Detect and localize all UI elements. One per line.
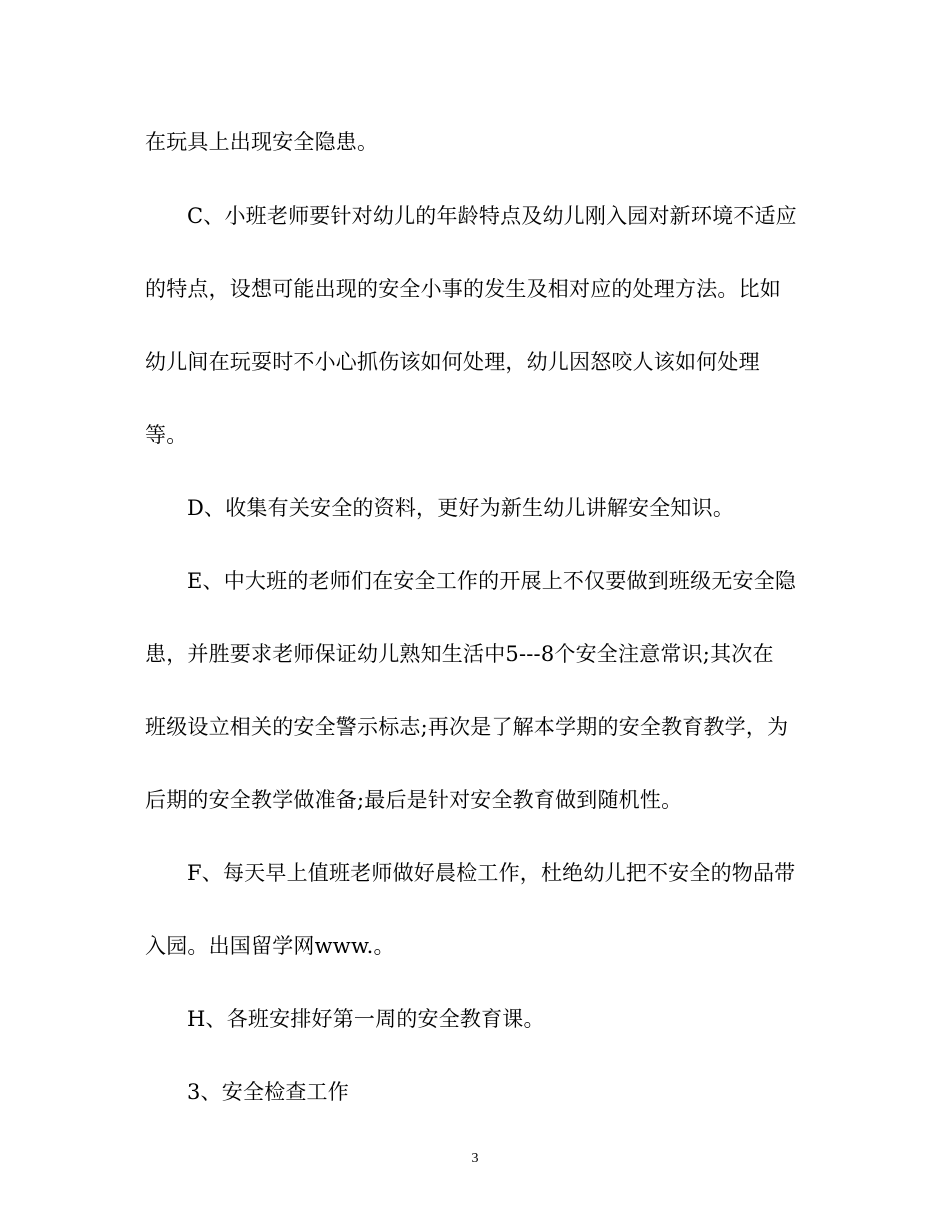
paragraph-line: 的特点，设想可能出现的安全小事的发生及相对应的处理方法。比如 <box>145 277 781 301</box>
paragraph-line: C、小班老师要针对幼儿的年龄特点及幼儿刚入园对新环境不适应 <box>187 204 797 228</box>
paragraph-line: E、中大班的老师们在安全工作的开展上不仅要做到班级无安全隐 <box>187 569 797 593</box>
paragraph-line: D、收集有关安全的资料，更好为新生幼儿讲解安全知识。 <box>187 496 735 520</box>
paragraph-line: F、每天早上值班老师做好晨检工作，杜绝幼儿把不安全的物品带 <box>187 861 796 885</box>
paragraph-line: 在玩具上出现安全隐患。 <box>145 130 379 154</box>
paragraph-line: H、各班安排好第一周的安全教育课。 <box>187 1007 545 1031</box>
paragraph-line: 班级设立相关的安全警示标志;再次是了解本学期的安全教育教学，为 <box>145 715 789 739</box>
page-number: 3 <box>471 1151 479 1166</box>
paragraph-line: 幼儿间在玩耍时不小心抓伤该如何处理，幼儿因怒咬人该如何处理 <box>145 350 760 374</box>
paragraph-line: 患，并胜要求老师保证幼儿熟知生活中5---8个安全注意常识;其次在 <box>145 642 774 666</box>
paragraph-line: 入园。出国留学网www.。 <box>145 934 395 958</box>
paragraph-line: 后期的安全教学做准备;最后是针对安全教育做到随机性。 <box>145 788 683 812</box>
section-heading: 3、安全检查工作 <box>187 1080 349 1104</box>
paragraph-line: 等。 <box>145 423 188 447</box>
